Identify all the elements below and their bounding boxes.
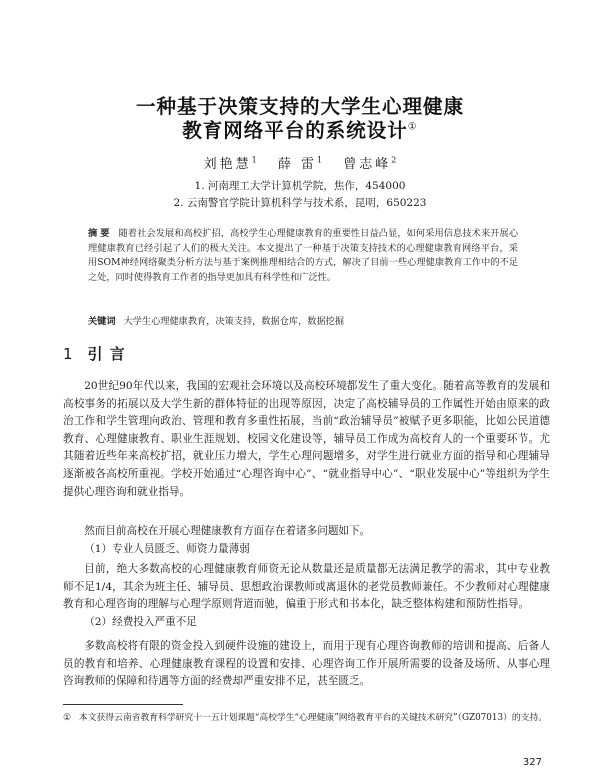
footnote-divider	[63, 704, 183, 705]
abstract-text: 随着社会发展和高校扩招，高校学生心理健康教育的重要性日益凸显，如何采用信息技术来开展心理健康教育已经引起了人们的极大关注。本文提出了一种基于决策支持技术的心理健康教育网络平台，采用SOM神经网络聚类分析方法与基于案例推理相结合的方式，解决了目前一些心理健康教育工作中的不足之处，同时使得教育工作者的指导更加具有科学性和广泛性。	[88, 228, 519, 283]
author-name: 曾志峰	[343, 157, 392, 172]
author-affiliation-mark: 1	[251, 155, 257, 165]
abstract-label: 摘要	[88, 228, 113, 239]
author-list	[0, 153, 600, 172]
keywords-label: 关键词	[88, 316, 116, 327]
body-paragraph: 多数高校将有限的资金投入到硬件设施的建设上，而用于现有心理咨询教师的培训和提高、后备人员的教育和培养、心理健康教育课程的设置和安排、心理咨询工作开展所需要的设备及场所、从事心理咨询教师的保障和待遇等方面的经费却严重安排不足，甚至匮乏。	[63, 640, 550, 688]
author-affiliation-mark: 2	[391, 155, 397, 165]
title-footnote-mark[interactable]: ①	[407, 121, 418, 133]
footnote-mark: ①	[63, 713, 71, 723]
body-paragraph	[63, 523, 550, 558]
abstract	[88, 227, 518, 285]
body-paragraph	[63, 561, 550, 631]
author-name: 薛 雷	[277, 157, 318, 172]
page-number: 327	[522, 757, 542, 768]
footnote	[63, 711, 550, 725]
keywords-text: 大学生心理健康教育，决策支持，数据仓库，数据挖掘	[123, 316, 345, 327]
author-name: 刘艳慧	[203, 157, 252, 172]
keywords	[88, 313, 528, 327]
paragraph-text: 目前，绝大多数高校的心理健康教育师资无论从数量还是质量都无法满足教学的需求，其中专业教师不足1/4，其余为班主任、辅导员、思想政治课教师或离退休的老党员教师兼任。不少教师对心理健康教育和心理咨询的理解与心理学原则背道而驰，偏重于形式和书本化，缺乏整体构建和预防性指导。	[63, 563, 550, 611]
affiliation-2: 2. 云南警官学院计算机科学与技术系，昆明，650223	[173, 197, 427, 209]
paper-title-line-1: 一种基于决策支持的大学生心理健康	[135, 95, 464, 118]
paper-title-line-2-text: 教育网络平台的系统设计	[182, 119, 408, 142]
section-number: 1	[63, 345, 74, 363]
footnote-text: 本文获得云南省教育科学研究十一五计划课题“高校学生“心理健康”网络教育平台的关键技术研究”（GZ07013）的支持。	[78, 713, 548, 723]
paper-title-line-2	[60, 115, 540, 143]
body-paragraph: 20世纪90年代以来，我国的宏观社会环境以及高校环境都发生了重大变化。随着高等教育的发展和高校事务的拓展以及大学生新的群体特征的出现等原因，决定了高校辅导员的工作属性开始由原来的政治工作和学生管理向政治、管理和教育多重性拓展，当前“政治辅导员”被赋予更多职能，比如公民道德教育、心理健康教育、职业生涯规划、校园文化建设等，辅导员工作成为高校育人的一个重要环节。尤其随着近些年来高校扩招，就业压力增大，学生心理问题增多，对学生进行就业方面的指导和心理辅导逐渐被各高校所重视。学校开始通过“心理咨询中心”、“就业指导中心”、“职业发展中心”等组织为学生提供心理咨询和就业指导。	[63, 380, 550, 498]
subheading: （2）经费投入严重不足	[84, 615, 197, 628]
author-affiliation-mark: 1	[317, 155, 323, 165]
affiliation-1: 1. 河南理工大学计算机学院，焦作，454000	[194, 180, 406, 192]
section-title: 引 言	[87, 345, 126, 363]
subheading: （1）专业人员匮乏、师资力量薄弱	[84, 542, 250, 555]
section-heading	[63, 343, 126, 364]
paragraph-lead: 然而目前高校在开展心理健康教育方面存在着诸多问题如下。	[84, 525, 371, 537]
